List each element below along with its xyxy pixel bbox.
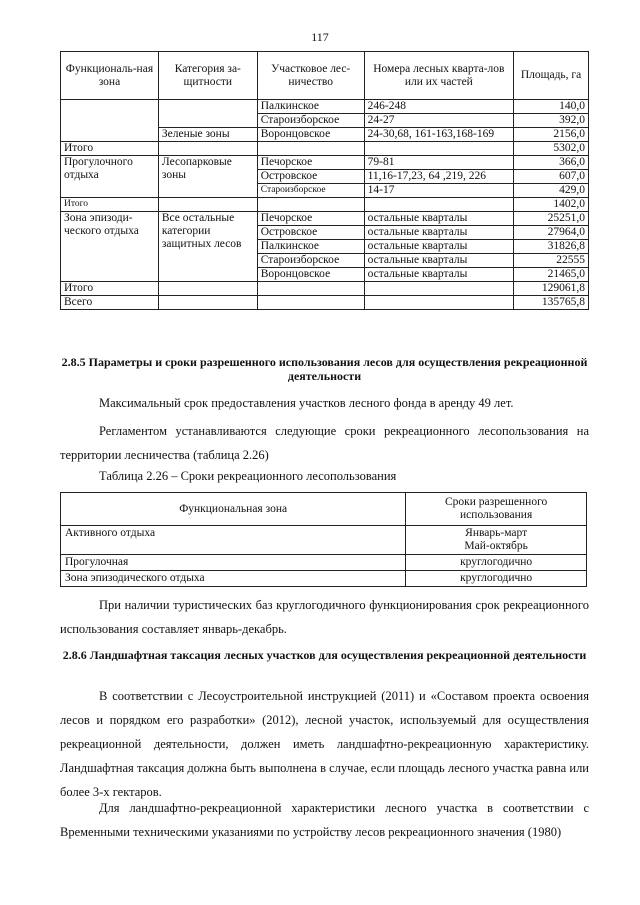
paragraph [60,684,589,804]
table-cell: 140,0 [514,100,589,114]
table-row [61,142,589,156]
column-header: Участковое лес-ничество [257,52,364,100]
table-cell: 1402,0 [514,198,589,212]
table-cell: остальные кварталы [364,240,513,254]
table-cell: круглогодично [406,555,587,571]
table-cell: 135765,8 [514,296,589,310]
table-cell [61,100,159,142]
table-cell: 11,16-17,23, 64 ,219, 226 [364,170,513,184]
table-cell: Староизборское [257,114,364,128]
table-cell: Итого [61,282,159,296]
table-cell [257,198,364,212]
table-cell: 14-17 [364,184,513,198]
table-cell [364,142,513,156]
table-row [61,282,589,296]
table-cell [158,296,257,310]
table-cell: Палкинское [257,240,364,254]
table-cell: 5302,0 [514,142,589,156]
table-cell: 429,0 [514,184,589,198]
paragraph [60,391,589,415]
column-header: Сроки разрешенного использования [406,493,587,526]
column-header: Площадь, га [514,52,589,100]
table-cell [364,198,513,212]
table-cell: Все остальные категории защитных лесов [158,212,257,282]
table-cell: 2156,0 [514,128,589,142]
table-cell: Староизборское [257,254,364,268]
section-heading-2-8-5: 2.8.5 Параметры и сроки разрешенного использования лесов для осуществления рекреационной деятельности [61,355,588,383]
table-row [61,526,587,555]
table-cell [364,282,513,296]
table-cell: 25251,0 [514,212,589,226]
table-cell: Островское [257,226,364,240]
table-cell: Староизборское [257,184,364,198]
table-cell [257,282,364,296]
table-cell: Печорское [257,212,364,226]
column-header: Функциональная зона [61,493,406,526]
page-number: 117 [311,30,329,44]
table-cell: остальные кварталы [364,254,513,268]
table-cell [158,100,257,128]
recreation-zones-table [60,51,589,310]
table-cell: 607,0 [514,170,589,184]
table-cell: Зеленые зоны [158,128,257,142]
table-cell [158,282,257,296]
table-row [61,100,589,114]
table-cell: остальные кварталы [364,226,513,240]
table-cell: Итого [61,142,159,156]
table-cell: Зона эпизоди-ческого отдыха [61,212,159,282]
table-cell: Зона эпизодического отдыха [61,571,406,587]
table-cell: Печорское [257,156,364,170]
table-cell: 27964,0 [514,226,589,240]
table-row [61,198,589,212]
table-cell: 129061,8 [514,282,589,296]
paragraph-text: В соответствии с Лесоустроительной инструкцией (2011) и «Составом проекта освоения лесов и порядком его разработки» (2012), лесной участок, используемый для осуществления рекреационной деятельности, должен иметь ландшафтно-рекреационную характеристику. Ландшафтная таксация должна быть выполнена в случае, если площадь лесного участка равна или более 3-х гектаров. [60,689,589,799]
column-header: Номера лесных кварта-лов или их частей [364,52,513,100]
table-cell: Палкинское [257,100,364,114]
table-cell: круглогодично [406,571,587,587]
paragraph-text: Регламентом устанавливаются следующие сроки рекреационного лесопользования на территории лесничества (таблица 2.26) [60,424,589,462]
table-cell: Прогулочная [61,555,406,571]
paragraph [60,419,589,467]
table-row [61,296,589,310]
column-header: Функциональ-ная зона [61,52,159,100]
table-cell: Островское [257,170,364,184]
table-cell: остальные кварталы [364,212,513,226]
table-cell: 24-27 [364,114,513,128]
table-cell: 24-30,68, 161-163,168-169 [364,128,513,142]
table-cell: 79-81 [364,156,513,170]
paragraph [60,796,589,844]
section-heading-2-8-6: 2.8.6 Ландшафтная таксация лесных участков для осуществления рекреационной деятельности [62,648,587,662]
table-cell: Всего [61,296,159,310]
paragraph-text: При наличии туристических баз круглогодичного функционирования срок рекреационного использования составляет январь-декабрь. [60,598,589,636]
paragraph-text: Для ландшафтно-рекреационной характеристики лесного участка в соответствии с Временными техническими указаниями по устройству лесов рекреационного значения (1980) [60,801,589,839]
table-cell [158,142,257,156]
table-cell: остальные кварталы [364,268,513,282]
table-cell: Прогулочного отдыха [61,156,159,198]
table-row [61,212,589,226]
table-cell [364,296,513,310]
table-cell: 22555 [514,254,589,268]
table-caption: Таблица 2.26 – Сроки рекреационного лесопользования [99,469,397,483]
table-row [61,156,589,170]
table-cell: 392,0 [514,114,589,128]
paragraph [60,593,589,641]
table-cell [257,296,364,310]
table-cell: Воронцовское [257,268,364,282]
table-row [61,555,587,571]
table-cell: Итого [61,198,159,212]
table-cell: Лесопарковые зоны [158,156,257,198]
recreation-terms-table [60,492,587,587]
table-cell: 31826,8 [514,240,589,254]
paragraph-text: Максимальный срок предоставления участков лесного фонда в аренду 49 лет. [99,396,514,410]
table-row [61,571,587,587]
table-cell: Воронцовское [257,128,364,142]
table-cell: Активного отдыха [61,526,406,555]
table-cell [257,142,364,156]
table-cell: 366,0 [514,156,589,170]
table-cell: 246-248 [364,100,513,114]
column-header: Категория за-щитности [158,52,257,100]
table-cell [158,198,257,212]
table-cell: Январь-март Май-октябрь [406,526,587,555]
table-cell: 21465,0 [514,268,589,282]
